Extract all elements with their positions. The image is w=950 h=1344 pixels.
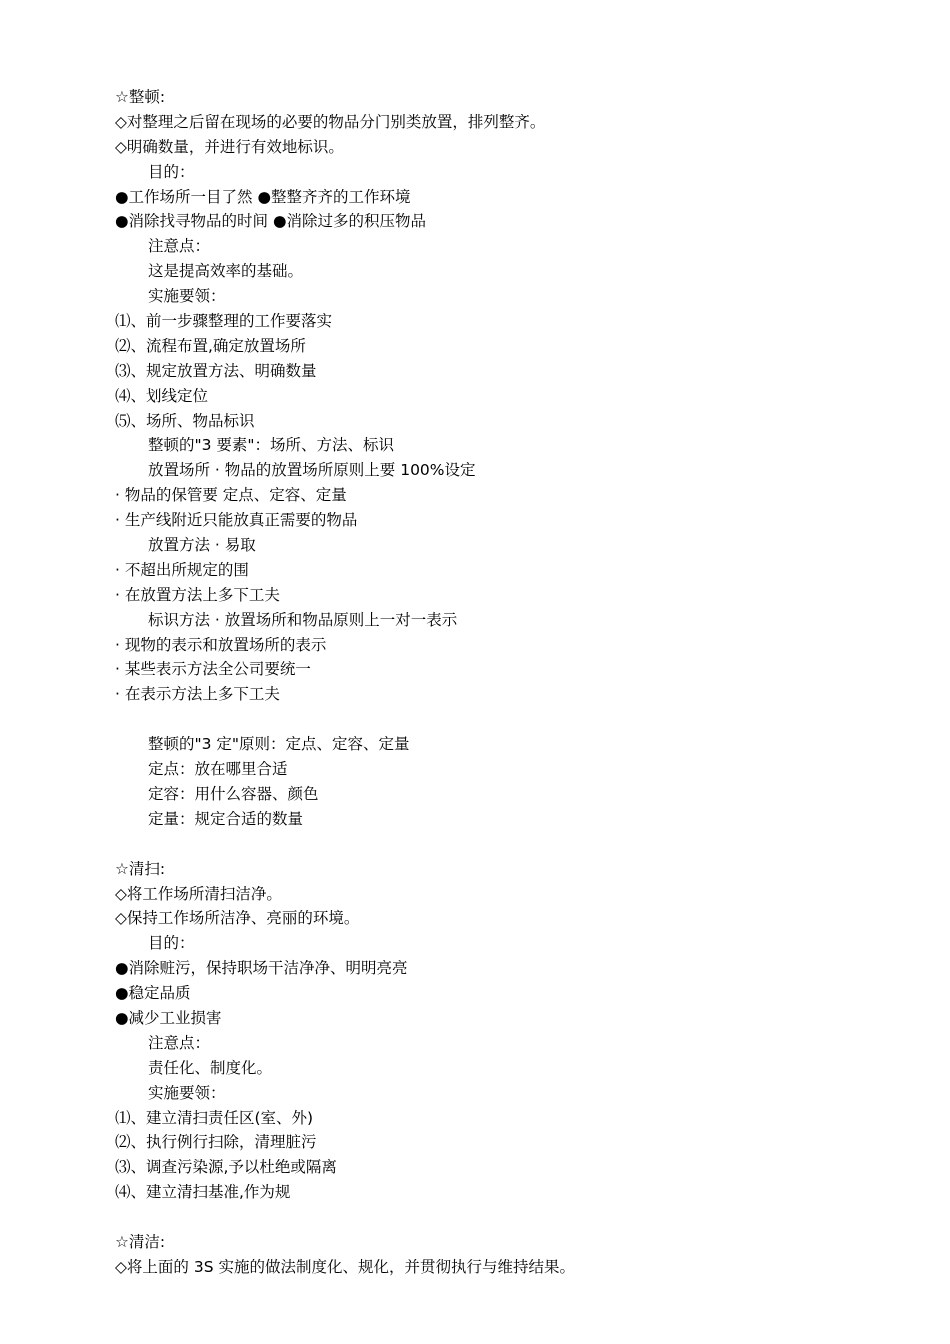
text-line: 注意点： [148, 237, 211, 256]
text-line: 注意点： [148, 1033, 211, 1052]
text-line: ●消除赃污，保持职场干洁净净、明明亮亮 [115, 959, 408, 978]
text-line: · 生产线附近只能放真正需要的物品 [115, 511, 358, 530]
text-line: ☆整顿: [115, 88, 166, 106]
text-line: 这是提高效率的基础。 [148, 262, 304, 281]
text-line: 实施要领： [148, 287, 226, 306]
text-line: 标识方法 · 放置场所和物品原则上一对一表示 [148, 610, 458, 629]
text-line: ⑵、执行例行扫除，清理脏污 [115, 1133, 317, 1152]
text-line: 定容：用什么容器、颜色 [148, 784, 319, 803]
text-line: ⑷、划线定位 [115, 386, 209, 405]
text-line: 责任化、制度化。 [148, 1058, 273, 1077]
text-line: ⑶、规定放置方法、明确数量 [115, 361, 317, 380]
text-line: ⑶、调查污染源,予以杜绝或隔离 [115, 1158, 337, 1177]
text-line: ⑴、建立清扫责任区(室、外) [115, 1108, 314, 1127]
text-line: ●工作场所一目了然 ●整整齐齐的工作环境 [115, 187, 411, 206]
text-line: ◇保持工作场所洁净、亮丽的环境。 [115, 909, 360, 928]
text-line: ⑴、前一步骤整理的工作要落实 [115, 312, 333, 331]
text-line: ⑵、流程布置,确定放置场所 [115, 336, 306, 355]
text-line: ☆清洁: [115, 1232, 166, 1251]
text-line: ◇明确数量，并进行有效地标识。 [115, 137, 344, 156]
document-body [115, 85, 895, 1280]
text-line: ●稳定品质 [115, 984, 191, 1003]
blank-line [115, 832, 895, 857]
text-line: · 不超出所规定的围 [115, 560, 249, 579]
text-line: ●减少工业损害 [115, 1008, 222, 1027]
text-line: 整顿的"3 定"原则：定点、定容、定量 [148, 735, 410, 754]
text-line: · 在放置方法上多下工夫 [115, 585, 280, 604]
text-line: ☆清扫: [115, 859, 166, 878]
text-line: 定量：规定合适的数量 [148, 809, 304, 828]
blank-line [115, 1205, 895, 1230]
text-line: 整顿的"3 要素"：场所、方法、标识 [148, 436, 395, 455]
text-line: 实施要领： [148, 1083, 226, 1102]
text-line: 放置方法 · 易取 [148, 536, 256, 555]
text-line: 定点：放在哪里合适 [148, 760, 288, 779]
text-line: · 在表示方法上多下工夫 [115, 685, 280, 704]
text-line: 放置场所 · 物品的放置场所原则上要 100%设定 [148, 461, 476, 480]
text-line: ◇将上面的 3S 实施的做法制度化、规化，并贯彻执行与维持结果。 [115, 1257, 575, 1276]
text-line: 目的： [148, 162, 195, 181]
text-line: ●消除找寻物品的时间 ●消除过多的积压物品 [115, 212, 426, 231]
text-line: ◇将工作场所清扫洁净。 [115, 884, 282, 903]
text-line: ⑸、场所、物品标识 [115, 411, 255, 430]
text-line: 目的： [148, 934, 195, 953]
text-line: ◇对整理之后留在现场的必要的物品分门别类放置，排列整齐。 [115, 112, 546, 131]
text-line: · 物品的保管要 定点、定容、定量 [115, 486, 347, 505]
blank-line [115, 707, 895, 732]
text-line: · 某些表示方法全公司要统一 [115, 660, 311, 679]
text-line: · 现物的表示和放置场所的表示 [115, 635, 327, 654]
text-line: ⑷、建立清扫基准,作为规 [115, 1183, 291, 1202]
